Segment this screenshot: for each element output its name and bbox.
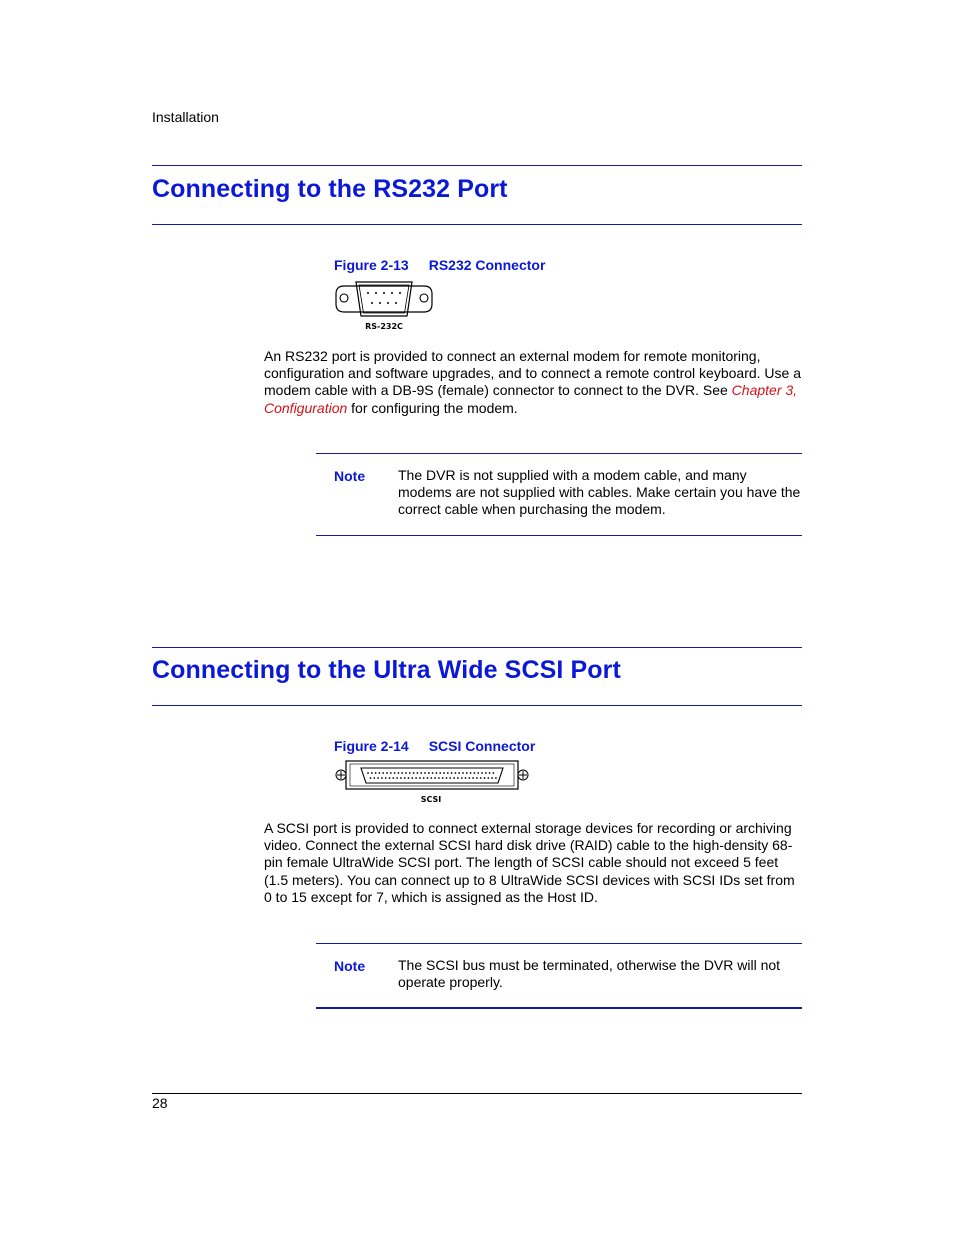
rs232-body-paragraph xyxy=(264,348,804,417)
scsi-pin xyxy=(468,777,470,779)
note-top-rule xyxy=(316,453,802,454)
section-title-scsi: Connecting to the Ultra Wide SCSI Port xyxy=(152,656,621,684)
scsi-pin xyxy=(457,777,459,779)
scsi-pin xyxy=(367,772,369,774)
body-text: for configuring the modem. xyxy=(347,399,518,416)
scsi-pin xyxy=(493,772,495,774)
section-top-rule xyxy=(152,647,802,648)
section-top-rule xyxy=(152,165,802,166)
scsi-pin xyxy=(476,777,478,779)
running-header: Installation xyxy=(152,109,219,125)
scsi-pin xyxy=(423,777,425,779)
scsi-pin xyxy=(442,777,444,779)
scsi-pin xyxy=(461,777,463,779)
chapter-3-link[interactable]: Chapter 3, Configuration xyxy=(264,382,798,416)
note-text: The SCSI bus must be terminated, otherwise the DVR will not operate properly. xyxy=(398,957,781,991)
scsi-pin xyxy=(415,777,417,779)
figure-caption-rs232 xyxy=(334,257,545,273)
scsi-pin xyxy=(396,777,398,779)
scsi-pin xyxy=(446,777,448,779)
scsi-pin xyxy=(404,777,406,779)
scsi-pin xyxy=(472,777,474,779)
scsi-pin xyxy=(381,777,383,779)
note-bottom-rule xyxy=(316,535,802,536)
scsi-pin xyxy=(428,772,430,774)
scsi-pin xyxy=(382,772,384,774)
scsi-pin xyxy=(430,777,432,779)
scsi-pin xyxy=(458,772,460,774)
scsi-pin xyxy=(389,777,391,779)
scsi-pin xyxy=(413,772,415,774)
scsi-pin xyxy=(495,777,497,779)
scsi-pin xyxy=(466,772,468,774)
scsi-pin xyxy=(394,772,396,774)
scsi-pin xyxy=(474,772,476,774)
scsi-pin xyxy=(480,777,482,779)
scsi-pin xyxy=(451,772,453,774)
scsi-pin xyxy=(408,777,410,779)
scsi-pin xyxy=(484,777,486,779)
scsi-pin xyxy=(398,772,400,774)
scsi-pin xyxy=(455,772,457,774)
scsi-connector-illustration xyxy=(334,759,530,805)
connector-label-scsi: SCSI xyxy=(420,795,442,804)
scsi-pin xyxy=(401,772,403,774)
scsi-pin xyxy=(371,772,373,774)
scsi-pin xyxy=(375,772,377,774)
section-bottom-rule xyxy=(152,224,802,225)
scsi-pin xyxy=(453,777,455,779)
scsi-pin xyxy=(427,777,429,779)
scsi-pin xyxy=(400,777,402,779)
scsi-pin xyxy=(439,772,441,774)
note-label: Note xyxy=(334,958,366,974)
note-text: The DVR is not supplied with a modem cable, and many modems are not supplied with cables. Make certain you have the correct cable when purchasing the modem. xyxy=(398,467,801,518)
scsi-pin xyxy=(443,772,445,774)
scsi-pin xyxy=(417,772,419,774)
scsi-pin xyxy=(465,777,467,779)
scsi-pin xyxy=(392,777,394,779)
scsi-pin xyxy=(424,772,426,774)
scsi-pin xyxy=(485,772,487,774)
scsi-pin xyxy=(481,772,483,774)
connector-label-rs232: RS-232C xyxy=(365,322,403,331)
scsi-pin xyxy=(470,772,472,774)
scsi-pin xyxy=(390,772,392,774)
note-top-rule xyxy=(316,943,802,944)
scsi-pin xyxy=(379,772,381,774)
scsi-pin xyxy=(449,777,451,779)
scsi-pin xyxy=(447,772,449,774)
footer-rule xyxy=(152,1093,802,1094)
scsi-pin xyxy=(489,772,491,774)
scsi-pin xyxy=(462,772,464,774)
scsi-pin xyxy=(420,772,422,774)
scsi-pin xyxy=(409,772,411,774)
figure-number: Figure 2-13 xyxy=(334,257,409,273)
scsi-pin xyxy=(385,777,387,779)
figure-title: RS232 Connector xyxy=(428,257,546,273)
scsi-pin xyxy=(405,772,407,774)
scsi-body-paragraph: A SCSI port is provided to connect external storage devices for recording or archiving video. Connect the external SCSI hard disk drive (RAID) cable to the high-density 68-pin female UltraWide SCSI port. The length of SCSI cable should not exceed 5 feet (1.5 meters). You can connect up to 8 UltraWide SCSI devices with SCSI IDs set from 0 to 15 except for 7, which is assigned as the Host ID. xyxy=(264,820,795,905)
page-number: 28 xyxy=(152,1095,168,1111)
scsi-pin xyxy=(411,777,413,779)
note-label: Note xyxy=(334,468,366,484)
scsi-pin xyxy=(438,777,440,779)
figure-title: SCSI Connector xyxy=(428,738,536,754)
body-text: An RS232 port is provided to connect an external modem for remote monitoring, configuration and software upgrades, and to connect a remote control keyboard. Use a modem cable with a DB-9S (female) connector to connect to the DVR. See xyxy=(264,348,801,399)
scsi-pin xyxy=(434,777,436,779)
figure-number: Figure 2-14 xyxy=(334,738,409,754)
scsi-pin xyxy=(373,777,375,779)
section-title-rs232: Connecting to the RS232 Port xyxy=(152,175,508,203)
scsi-pin xyxy=(386,772,388,774)
scsi-pin xyxy=(419,777,421,779)
note-bottom-rule xyxy=(316,1007,802,1009)
section-bottom-rule xyxy=(152,705,802,706)
scsi-pin xyxy=(436,772,438,774)
scsi-pin xyxy=(370,777,372,779)
figure-caption-scsi xyxy=(334,738,535,754)
scsi-pin xyxy=(377,777,379,779)
rs232-connector-illustration xyxy=(334,279,434,333)
scsi-pin xyxy=(487,777,489,779)
scsi-pin xyxy=(432,772,434,774)
scsi-pin xyxy=(491,777,493,779)
scsi-pin xyxy=(477,772,479,774)
